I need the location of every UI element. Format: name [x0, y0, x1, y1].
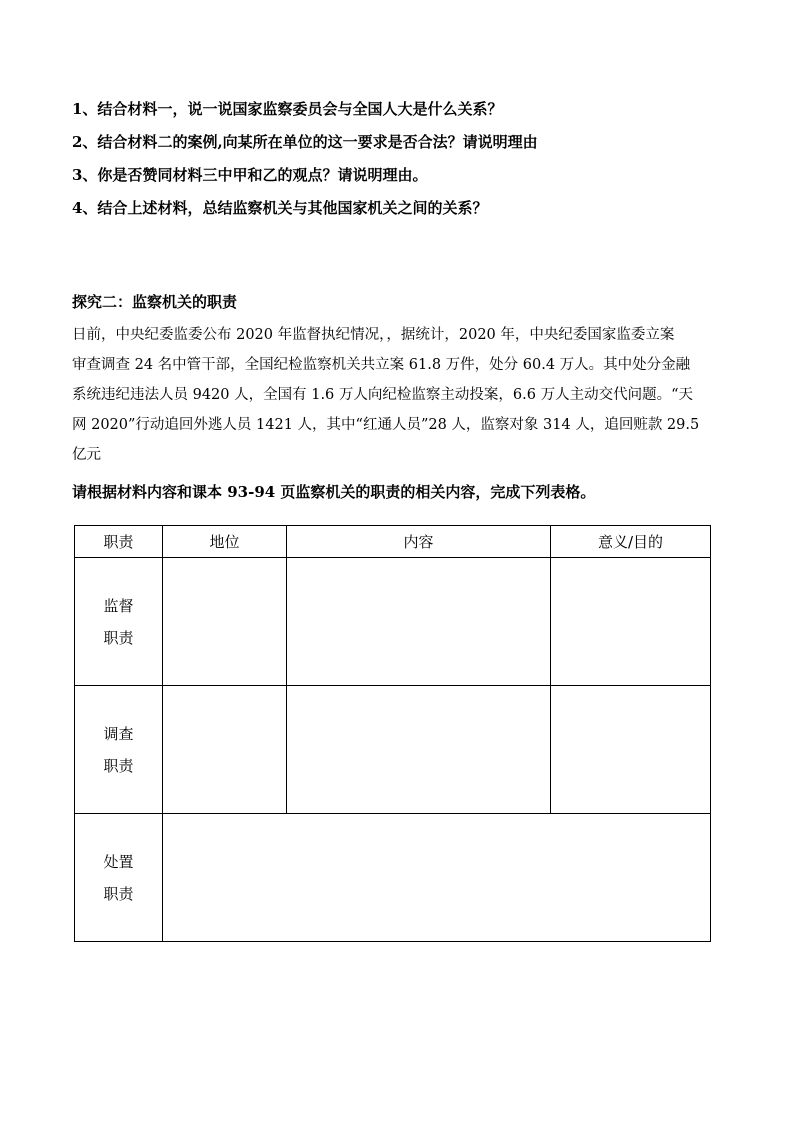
answer-cell-significance[interactable] [551, 686, 711, 814]
question-4: 4、结合上述材料，总结监察机关与其他国家机关之间的关系？ [72, 199, 488, 217]
header-duty: 职责 [75, 526, 163, 558]
duties-table [74, 525, 711, 942]
paragraph-line: 日前，中央纪委监委公布 2020 年监督执纪情况，，据统计，2020 年，中央纪委国家监委立案 [72, 327, 675, 343]
row-label-line: 职责 [103, 756, 134, 775]
paragraph-line: 网 2020”行动追回外逃人员 1421 人，其中“红通人员”28 人，监察对象 314 人，追回赃款 29.5 [72, 417, 700, 433]
table-row-supervision [75, 558, 711, 686]
header-significance: 意义/目的 [551, 526, 711, 558]
row-label-line: 职责 [103, 628, 134, 647]
paragraph-line: 系统违纪违法人员 9420 人，全国有 1.6 万人向纪检监察主动投案，6.6 万人主动交代问题。“天 [72, 387, 693, 403]
table-row-investigation [75, 686, 711, 814]
row-label-line: 职责 [103, 884, 134, 903]
answer-cell-status[interactable] [163, 686, 287, 814]
question-1: 1、结合材料一，说一说国家监察委员会与全国人大是什么关系？ [72, 100, 503, 118]
answer-cell-disposal[interactable] [163, 814, 711, 942]
paragraph-line: 亿元 [72, 447, 101, 463]
section-title: 探究二：监察机关的职责 [72, 293, 238, 311]
row-label-disposal [75, 814, 163, 942]
table-instruction: 请根据材料内容和课本 93-94 页监察机关的职责的相关内容，完成下列表格。 [72, 483, 596, 501]
answer-cell-status[interactable] [163, 558, 287, 686]
table-row-disposal [75, 814, 711, 942]
question-3: 3、你是否赞同材料三中甲和乙的观点？请说明理由。 [72, 166, 428, 184]
material-paragraph [72, 320, 722, 470]
header-status: 地位 [163, 526, 287, 558]
paragraph-line: 审查调查 24 名中管干部，全国纪检监察机关共立案 61.8 万件，处分 60.4 万人。其中处分金融 [72, 357, 691, 373]
answer-cell-content[interactable] [287, 686, 551, 814]
header-content: 内容 [287, 526, 551, 558]
row-label-investigation [75, 686, 163, 814]
row-label-line: 监督 [103, 596, 134, 615]
answer-cell-content[interactable] [287, 558, 551, 686]
question-2: 2、结合材料二的案例,向某所在单位的这一要求是否合法？请说明理由 [72, 133, 538, 151]
answer-cell-significance[interactable] [551, 558, 711, 686]
row-label-line: 调查 [103, 724, 134, 743]
table-header-row [75, 526, 711, 558]
row-label-line: 处置 [103, 852, 134, 871]
row-label-supervision [75, 558, 163, 686]
